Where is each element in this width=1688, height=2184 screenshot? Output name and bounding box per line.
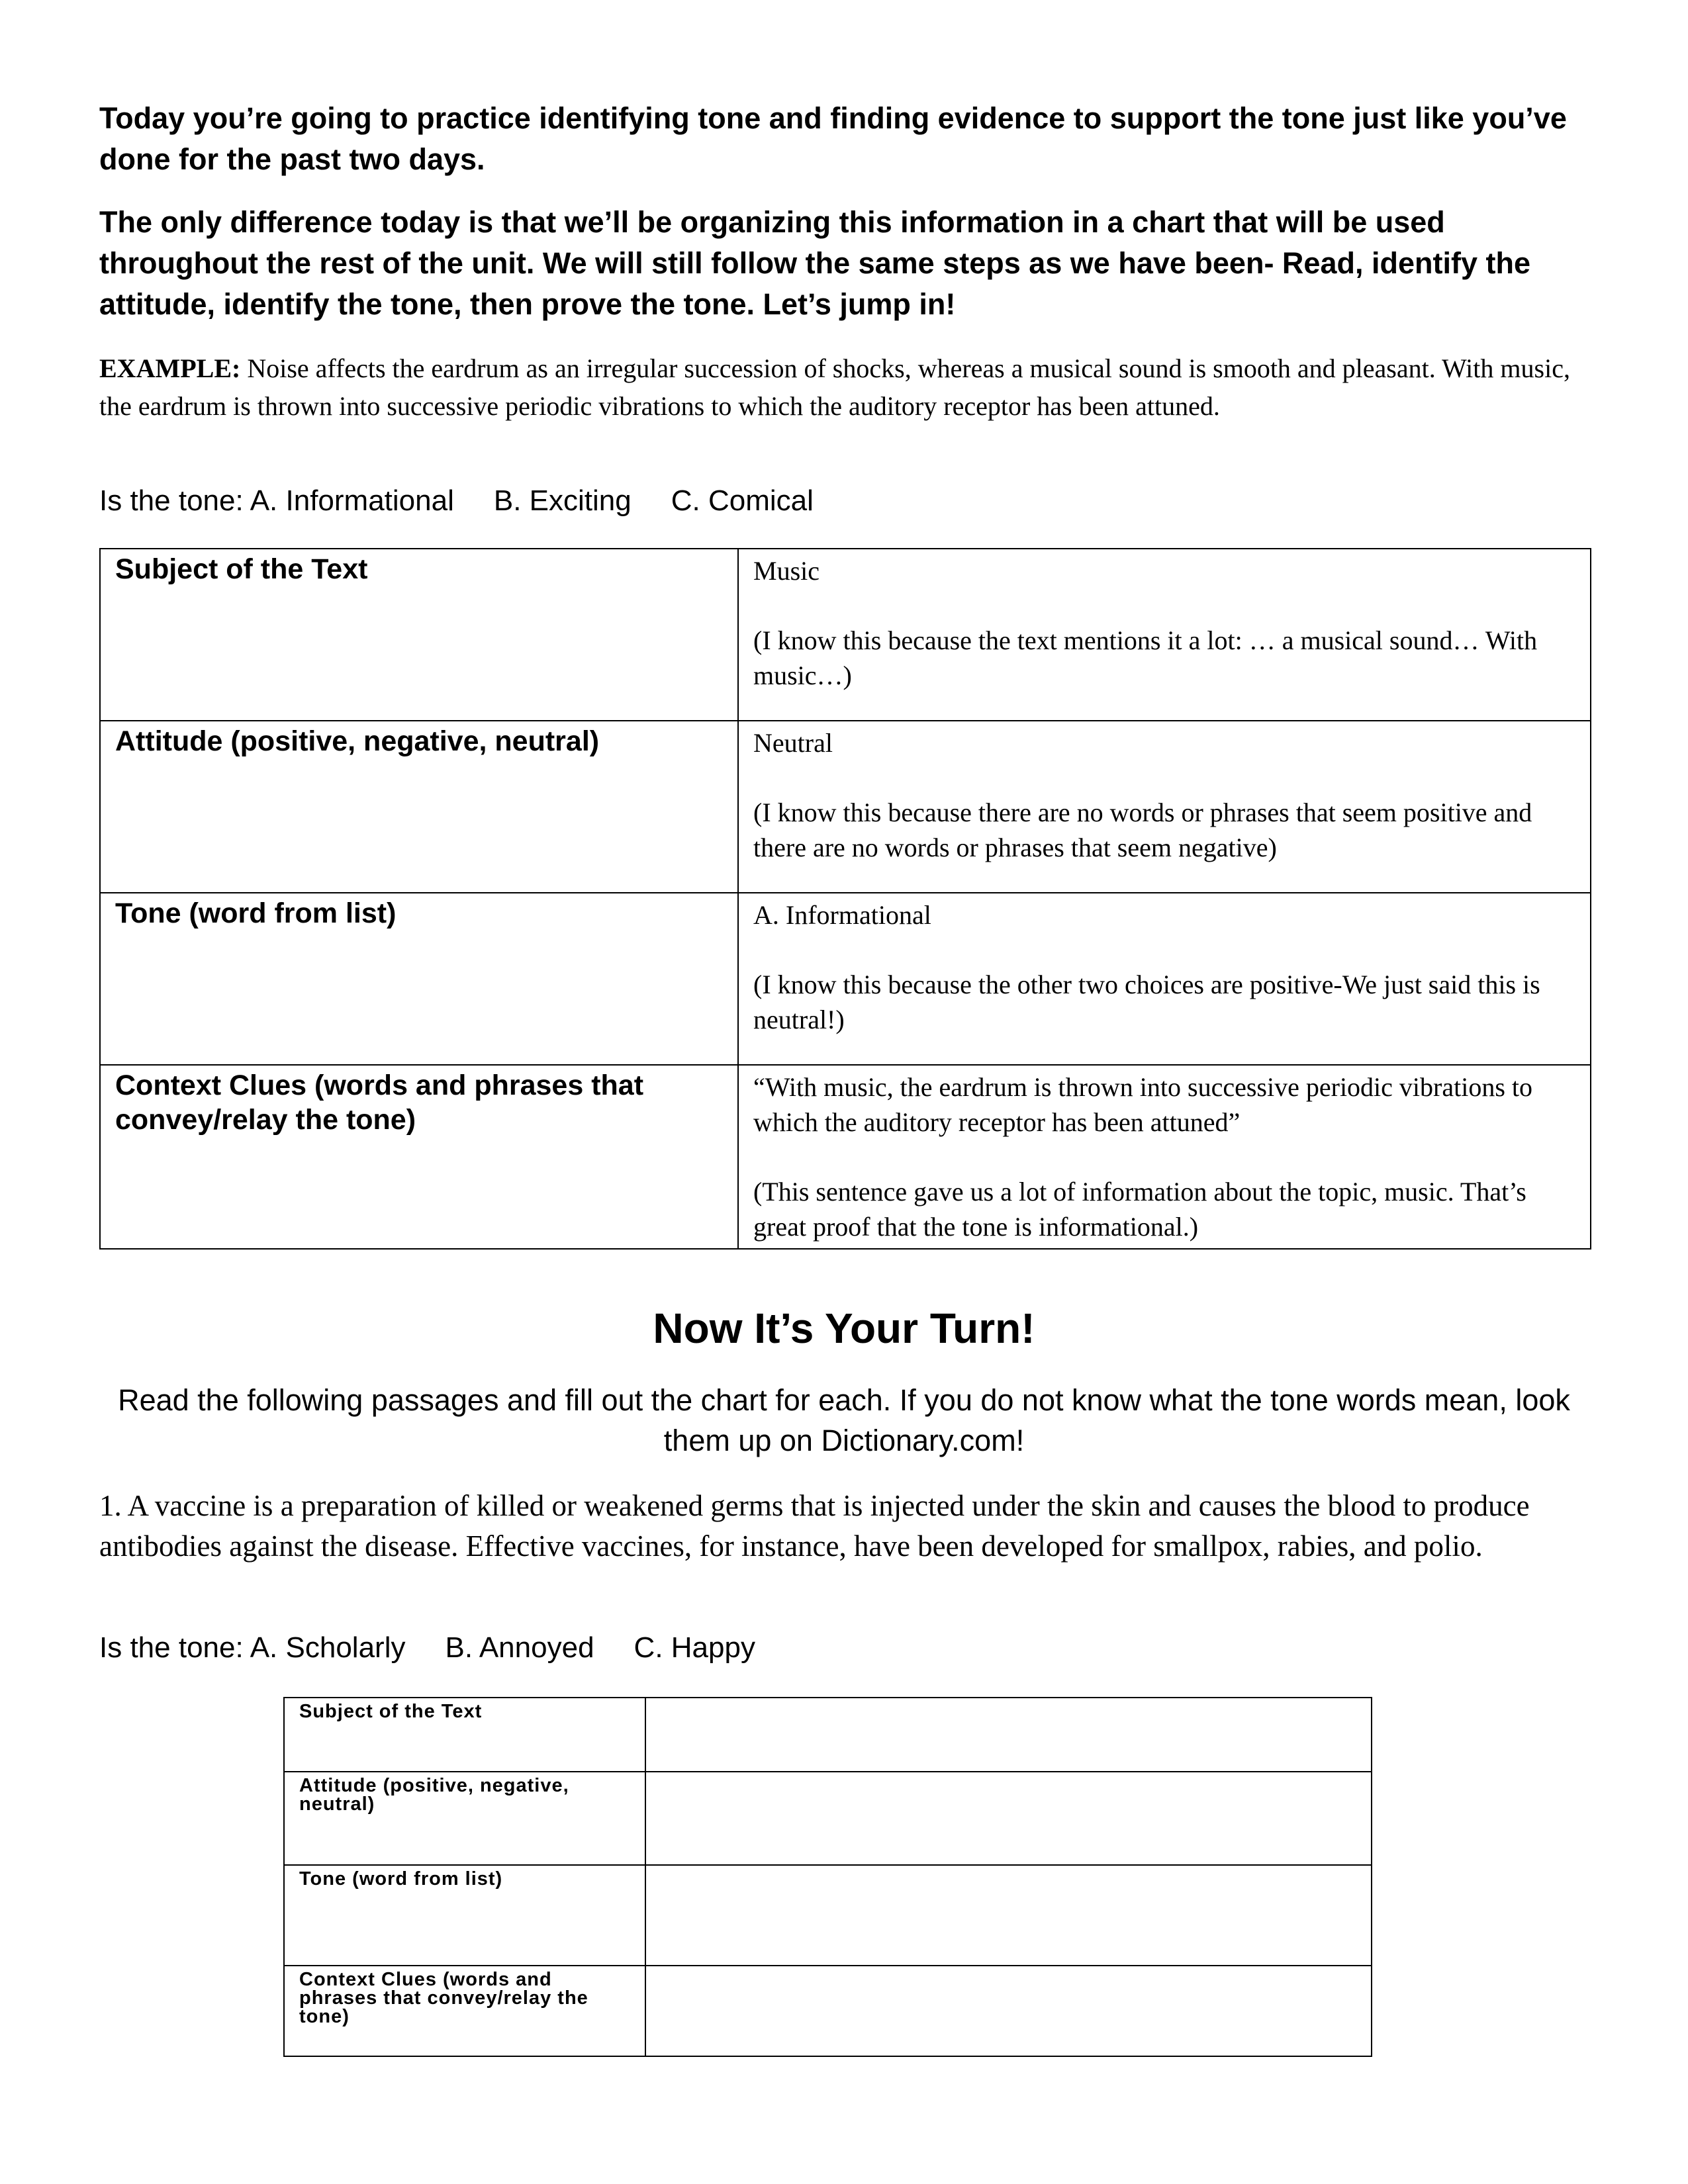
answer-cell-attitude[interactable]: [645, 1772, 1372, 1865]
row-header: Tone (word from list): [284, 1865, 645, 1966]
table-row: [284, 1772, 1372, 1865]
row-header: Attitude (positive, negative, neutral): [100, 721, 738, 893]
row-value: [738, 721, 1591, 893]
row-header: Context Clues (words and phrases that convey/relay the tone): [284, 1966, 645, 2056]
reason: (I know this because the text mentions it a lot: … a musical sound… With music…): [753, 625, 1538, 690]
option-c: C. Happy: [633, 1631, 755, 1664]
table-row: [100, 721, 1591, 893]
option-a: A. Informational: [250, 484, 454, 517]
row-header: Attitude (positive, negative, neutral): [284, 1772, 645, 1865]
answer-chart: [283, 1697, 1372, 2057]
row-header: Tone (word from list): [100, 893, 738, 1065]
reason: (I know this because there are no words or phrases that seem positive and there are no words or phrases that seem negative): [753, 797, 1532, 862]
answer: A. Informational: [753, 900, 931, 930]
row-value: [738, 549, 1591, 721]
passage-1-tone-question: [99, 1631, 795, 1664]
example-chart: [99, 548, 1591, 1250]
row-header: Subject of the Text: [284, 1698, 645, 1772]
reason: (I know this because the other two choices are positive-We just said this is neutral!): [753, 970, 1540, 1034]
answer: “With music, the eardrum is thrown into successive periodic vibrations to which the auditory receptor has been attuned”: [753, 1072, 1533, 1137]
example-label: EXAMPLE:: [99, 353, 241, 383]
answer-cell-subject[interactable]: [645, 1698, 1372, 1772]
table-row: [100, 893, 1591, 1065]
option-b: B. Exciting: [493, 484, 632, 517]
answer: Music: [753, 556, 820, 586]
section-title: Now It’s Your Turn!: [653, 1304, 1035, 1352]
intro-paragraph-1: Today you’re going to practice identifying tone and finding evidence to support the tone just like you’ve done for the past two days.: [99, 101, 1567, 176]
intro-paragraph-2: The only difference today is that we’ll be organizing this information in a chart that will be used throughout the rest of the unit. We will still follow the same steps as we have been- Read, identify the attitude, identify the tone, then prove the tone. Let’s jump in!: [99, 205, 1530, 321]
answer-cell-tone[interactable]: [645, 1865, 1372, 1966]
table-row: [100, 1065, 1591, 1249]
passage-1: 1. A vaccine is a preparation of killed or weakened germs that is injected under the skin and causes the blood to produce antibodies against the disease. Effective vaccines, for instance, have been developed for smallpox, rabies, and polio.: [99, 1489, 1530, 1563]
question-label: Is the tone:: [99, 1631, 244, 1664]
option-a: A. Scholarly: [250, 1631, 406, 1664]
table-row: [100, 549, 1591, 721]
row-header: Context Clues (words and phrases that convey/relay the tone): [100, 1065, 738, 1249]
option-b: B. Annoyed: [445, 1631, 594, 1664]
table-row: [284, 1865, 1372, 1966]
answer: Neutral: [753, 728, 833, 758]
reason: (This sentence gave us a lot of information about the topic, music. That’s great proof that the tone is informational.): [753, 1177, 1526, 1242]
row-value: [738, 893, 1591, 1065]
instructions: Read the following passages and fill out the chart for each. If you do not know what the tone words mean, look them up on Dictionary.com!: [118, 1383, 1570, 1457]
example-tone-question: [99, 484, 853, 518]
row-header: Subject of the Text: [100, 549, 738, 721]
answer-cell-context-clues[interactable]: [645, 1966, 1372, 2056]
question-label: Is the tone:: [99, 484, 244, 517]
example-passage: [99, 349, 1595, 425]
example-text: Noise affects the eardrum as an irregular succession of shocks, whereas a musical sound is smooth and pleasant. With music, the eardrum is thrown into successive periodic vibrations to which the auditory receptor has been attuned.: [99, 353, 1570, 421]
table-row: [284, 1966, 1372, 2056]
row-value: [738, 1065, 1591, 1249]
option-c: C. Comical: [671, 484, 814, 517]
table-row: [284, 1698, 1372, 1772]
